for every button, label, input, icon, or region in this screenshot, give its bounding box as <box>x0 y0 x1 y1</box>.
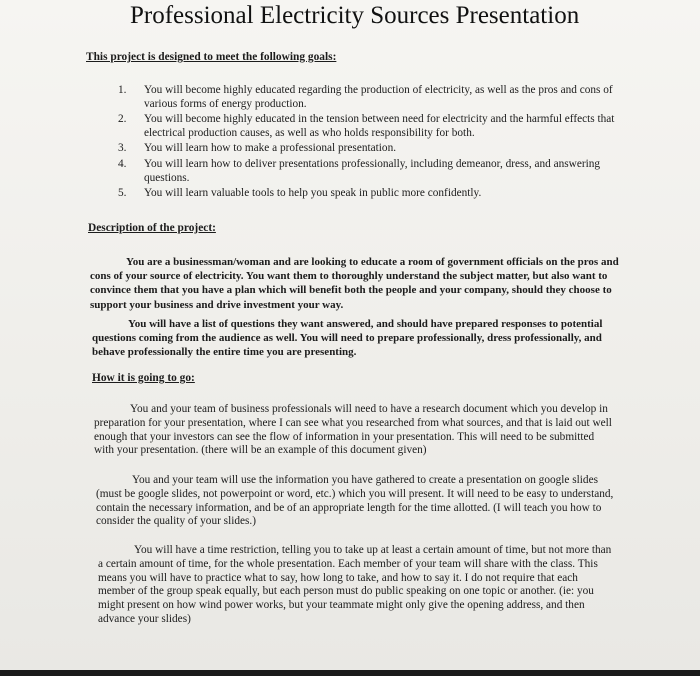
how-paragraph: You and your team of business professionals will need to have a research document which you develop in preparation for your presentation, where I can see what you researched from what sources, and that is laid out well enough that your investors can see the flow of information in your presentation. This will need to be submitted with your presentation. (there will be an example of this document given) <box>94 403 612 457</box>
list-item: 2. You will become highly educated in the tension between need for electricity and the harmful effects that electrical production causes, as well as who holds responsibility for both. <box>118 113 615 139</box>
how-paragraph: You and your team will use the information you have gathered to create a presentation on google slides (must be google slides, not powerpoint or word, etc.) which you will present. It will need to be easy to understand, contain the necessary information, and be of an appropriate length for the time allotted. (I will teach you how to consider the quality of your slides.) <box>96 474 614 528</box>
description-paragraph: You are a businessman/woman and are looking to educate a room of government officials on the pros and cons of your source of electricity. You want them to thoroughly understand the subject matter, but also want to convince them that you have a plan which will benefit both the people and your company, should they choose to support your business and drive investment your way. <box>90 256 619 311</box>
how-paragraph: You will have a time restriction, telling you to take up at least a certain amount of time, but not more than a certain amount of time, for the whole presentation. Each member of your team will share with the class. This means you will have to practice what to say, how long to take, and how to say it. I do not require that each member of the group speak equally, but each person must do public speaking on one topic or another. (ie: you might present on how wind power works, but your teammate might only give the opening address, and then advance your slides) <box>98 544 612 625</box>
page-bottom-edge <box>0 670 700 676</box>
goals-list <box>118 84 618 203</box>
how-heading: How it is going to go: <box>92 372 195 384</box>
list-item: 5. You will learn valuable tools to help you speak in public more confidently. <box>118 187 482 200</box>
list-item: 1. You will become highly educated regarding the production of electricity, as well as the pros and cons of various forms of energy production. <box>118 84 613 110</box>
goals-heading: This project is designed to meet the following goals: <box>86 51 337 63</box>
list-item: 3. You will learn how to make a professional presentation. <box>118 142 397 155</box>
document-title: Professional Electricity Sources Presentation <box>130 2 580 29</box>
description-paragraph: You will have a list of questions they want answered, and should have prepared responses to potential questions coming from the audience as well. You will need to prepare professionally, dress professionally, and behave professionally the entire time you are presenting. <box>92 318 603 359</box>
description-heading: Description of the project: <box>88 222 216 234</box>
list-item: 4. You will learn how to deliver presentations professionally, including demeanor, dress, and answering questions. <box>118 157 601 184</box>
